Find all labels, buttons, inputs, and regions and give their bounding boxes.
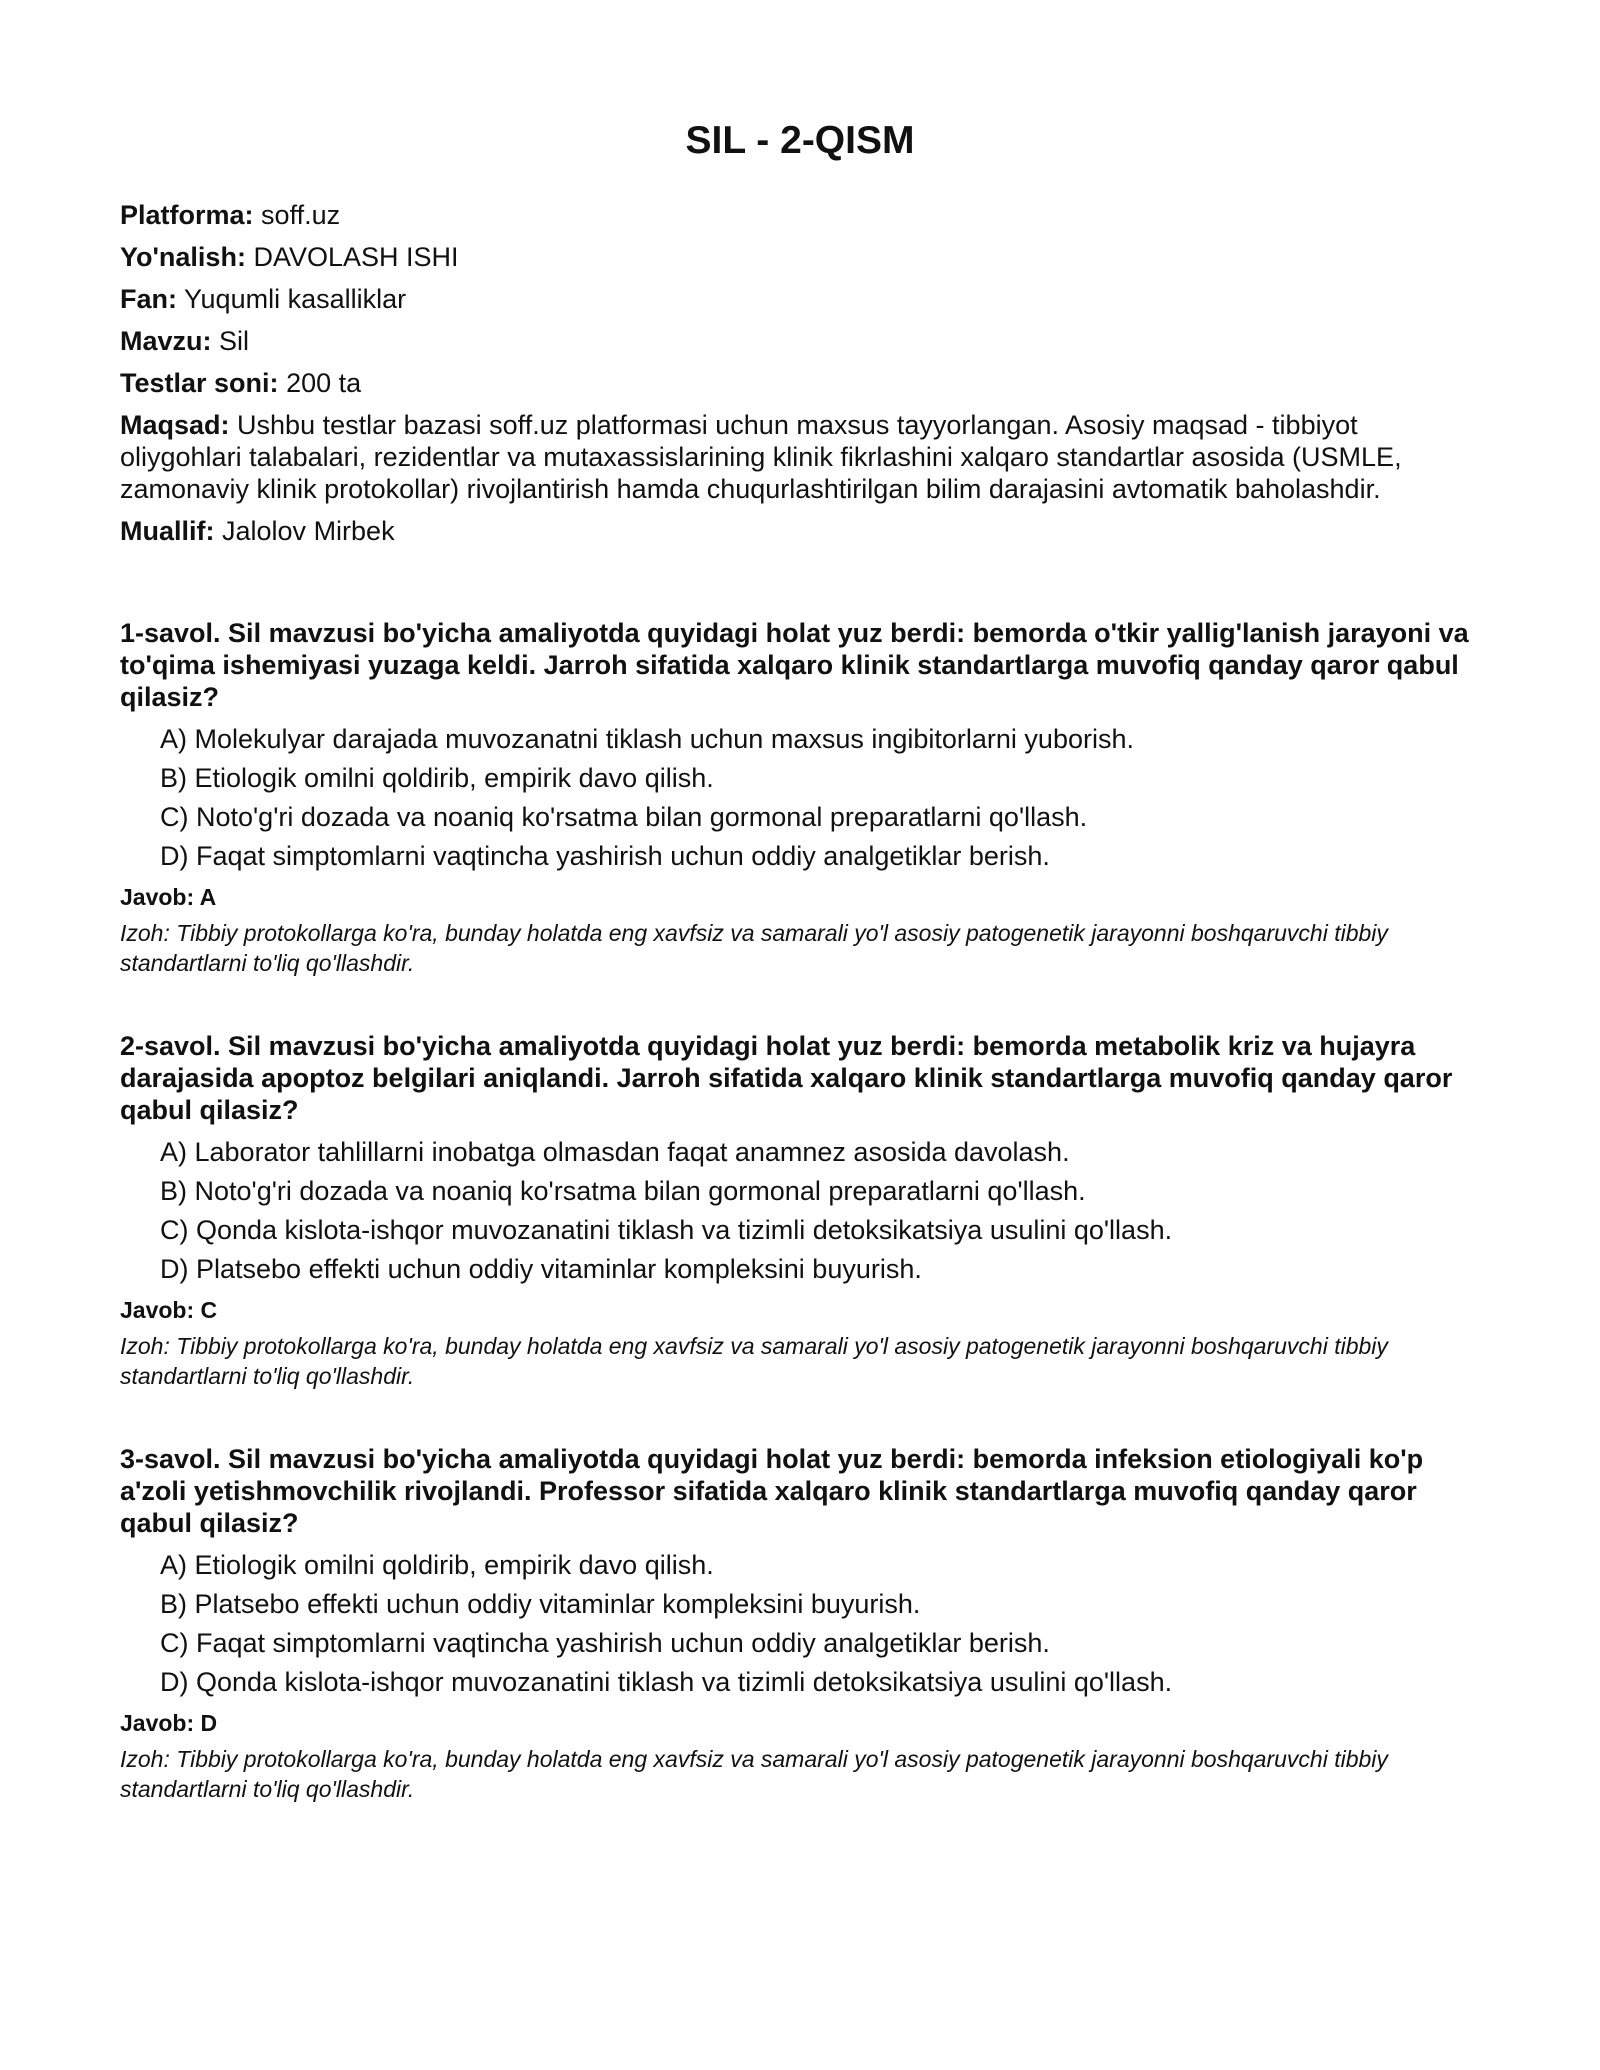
question-block: [120, 617, 1480, 978]
correct-answer: Javob: C: [120, 1296, 218, 1323]
question-block: [120, 1030, 1480, 1391]
meta-value: Sil: [219, 325, 250, 356]
question-text: 1-savol. Sil mavzusi bo'yicha amaliyotda quyidagi holat yuz berdi: bemorda o'tkir yallig'lanish jarayoni va to'qima ishemiyasi yuzaga keldi. Jarroh sifatida xalqaro klinik standartlarga muvofiq qanday qaror qabul qilasiz?: [120, 617, 1469, 712]
answer-option: A) Etiologik omilni qoldirib, empirik davo qilish.: [160, 1549, 714, 1580]
answer-option: B) Etiologik omilni qoldirib, empirik davo qilish.: [160, 762, 714, 793]
meta-platforma: [120, 199, 1480, 231]
meta-fan: [120, 283, 1480, 315]
meta-value: Ushbu testlar bazasi soff.uz platformasi uchun maxsus tayyorlangan. Asosiy maqsad - tibbiyot oliygohlari talabalari, rezidentlar va mutaxassislarining klinik fikrlashini xalqaro standartlar asosida (USMLE, zamonaviy klinik protokollar) rivojlantirish hamda chuqurlashtirilgan bilim darajasini avtomatik baholashdir.: [120, 409, 1402, 504]
meta-value: soff.uz: [261, 199, 341, 230]
meta-key: Testlar soni:: [120, 367, 279, 398]
meta-key: Muallif:: [120, 515, 215, 546]
meta-mavzu: [120, 325, 1480, 357]
meta-value: DAVOLASH ISHI: [253, 241, 459, 272]
correct-answer: Javob: A: [120, 883, 217, 910]
answer-option: A) Molekulyar darajada muvozanatni tiklash uchun maxsus ingibitorlarni yuborish.: [160, 723, 1134, 754]
meta-section: [120, 199, 1480, 547]
meta-value: Yuqumli kasalliklar: [184, 283, 407, 314]
answer-explanation: Izoh: Tibbiy protokollarga ko'ra, bunday holatda eng xavfsiz va samarali yo'l asosiy patogenetik jarayonni boshqaruvchi tibbiy standartlarni to'liq qo'llashdir.: [120, 1332, 1388, 1389]
meta-value: 200 ta: [286, 367, 362, 398]
section-spacer: [120, 557, 1480, 617]
answer-option: B) Noto'g'ri dozada va noaniq ko'rsatma bilan gormonal preparatlarni qo'llash.: [160, 1175, 1086, 1206]
answer-option: C) Qonda kislota-ishqor muvozanatini tiklash va tizimli detoksikatsiya usulini qo'llash.: [160, 1214, 1173, 1245]
answer-explanation: Izoh: Tibbiy protokollarga ko'ra, bunday holatda eng xavfsiz va samarali yo'l asosiy patogenetik jarayonni boshqaruvchi tibbiy standartlarni to'liq qo'llashdir.: [120, 1745, 1388, 1802]
meta-value: Jalolov Mirbek: [222, 515, 395, 546]
meta-maqsad: [120, 409, 1480, 505]
answer-option: D) Faqat simptomlarni vaqtincha yashirish uchun oddiy analgetiklar berish.: [160, 840, 1050, 871]
question-text: 2-savol. Sil mavzusi bo'yicha amaliyotda quyidagi holat yuz berdi: bemorda metabolik kriz va hujayra darajasida apoptoz belgilari aniqlandi. Jarroh sifatida xalqaro klinik standartlarga muvofiq qanday qaror qabul qilasiz?: [120, 1030, 1453, 1125]
answer-option: C) Faqat simptomlarni vaqtincha yashirish uchun oddiy analgetiklar berish.: [160, 1627, 1050, 1658]
answer-option: D) Platsebo effekti uchun oddiy vitaminlar kompleksini buyurish.: [160, 1253, 922, 1284]
document-title: SIL - 2-QISM: [685, 119, 915, 162]
answer-option: A) Laborator tahlillarni inobatga olmasdan faqat anamnez asosida davolash.: [160, 1136, 1070, 1167]
document-page: [120, 118, 1480, 1856]
meta-key: Yo'nalish:: [120, 241, 246, 272]
meta-yonalish: [120, 241, 1480, 273]
answer-explanation: Izoh: Tibbiy protokollarga ko'ra, bunday holatda eng xavfsiz va samarali yo'l asosiy patogenetik jarayonni boshqaruvchi tibbiy standartlarni to'liq qo'llashdir.: [120, 919, 1388, 976]
meta-key: Maqsad:: [120, 409, 230, 440]
question-block: [120, 1443, 1480, 1804]
meta-key: Fan:: [120, 283, 177, 314]
correct-answer: Javob: D: [120, 1709, 218, 1736]
meta-key: Platforma:: [120, 199, 254, 230]
answer-option: B) Platsebo effekti uchun oddiy vitaminlar kompleksini buyurish.: [160, 1588, 921, 1619]
meta-key: Mavzu:: [120, 325, 212, 356]
answer-option: D) Qonda kislota-ishqor muvozanatini tiklash va tizimli detoksikatsiya usulini qo'llash.: [160, 1666, 1173, 1697]
meta-muallif: [120, 515, 1480, 547]
meta-testlar-soni: [120, 367, 1480, 399]
answer-option: C) Noto'g'ri dozada va noaniq ko'rsatma bilan gormonal preparatlarni qo'llash.: [160, 801, 1088, 832]
question-text: 3-savol. Sil mavzusi bo'yicha amaliyotda quyidagi holat yuz berdi: bemorda infeksion etiologiyali ko'p a'zoli yetishmovchilik rivojlandi. Professor sifatida xalqaro klinik standartlarga muvofiq qanday qaror qabul qilasiz?: [120, 1443, 1424, 1538]
